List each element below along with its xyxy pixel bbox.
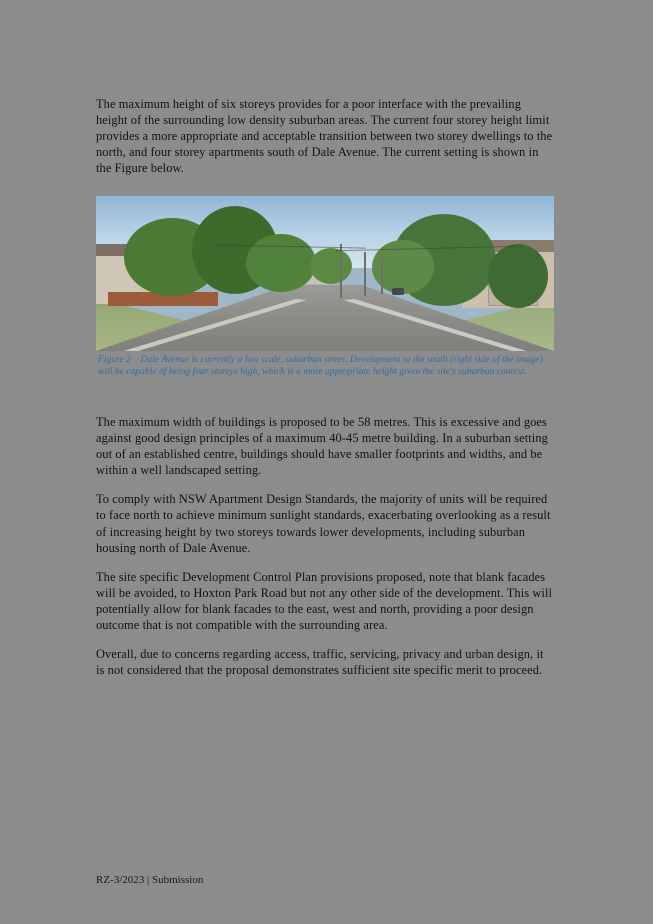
figure-caption [96,351,554,381]
street-photo [96,196,554,351]
street-tree [246,234,316,292]
paragraph-width: The maximum width of buildings is proposed to be 58 metres. This is excessive and goes against good design principles of a maximum 40-45 metre building. In a suburban setting out of an established centre, buildings should have smaller footprints and widths, and be within a well landscaped setting. [96,415,548,478]
figure-caption-text: Dale Avenue is currently a low scale, suburban street. Development to the south (right side of the image) will be capable of being four storeys high, which is a more appropriate height given the site's suburban context. [98,354,543,377]
paragraph-conclusion: Overall, due to concerns regarding access, traffic, servicing, privacy and urban design, it is not considered that the proposal demonstrates sufficient site specific merit to proceed. [96,647,544,678]
figure-2 [96,196,554,381]
intro-paragraph: The maximum height of six storeys provides for a poor interface with the prevailing height of the surrounding low density suburban areas. The current four storey height limit provides a more appropriate and acceptable transition between two storey dwellings to the north, and four storey apartments south of Dale Avenue. The current setting is shown in the Figure below. [96,97,553,176]
body-text-block [96,414,554,678]
power-pole [381,258,383,294]
street-tree [488,244,548,308]
figure-label: Figure 2 [98,354,131,365]
paragraph-sunlight: To comply with NSW Apartment Design Standards, the majority of units will be required to face north to achieve minimum sunlight standards, exacerbating overlooking as a result of increasing height by two storeys towards lower developments, including suburban housing north of Dale Avenue. [96,492,551,555]
page-footer [96,873,554,887]
parked-car [392,288,404,295]
footer-reference: RZ-3/2023 | Submission [96,874,204,886]
intro-text-block [96,96,554,189]
street-tree [310,248,352,284]
power-pole [364,252,366,296]
power-pole [340,244,342,298]
paragraph-dcp: The site specific Development Control Plan provisions proposed, note that blank facades will be avoided, to Hoxton Park Road but not any other side of the development. This will potentially allow for blank facades to the east, west and north, providing a poor design outcome that is not compatible with the surrounding area. [96,569,553,633]
